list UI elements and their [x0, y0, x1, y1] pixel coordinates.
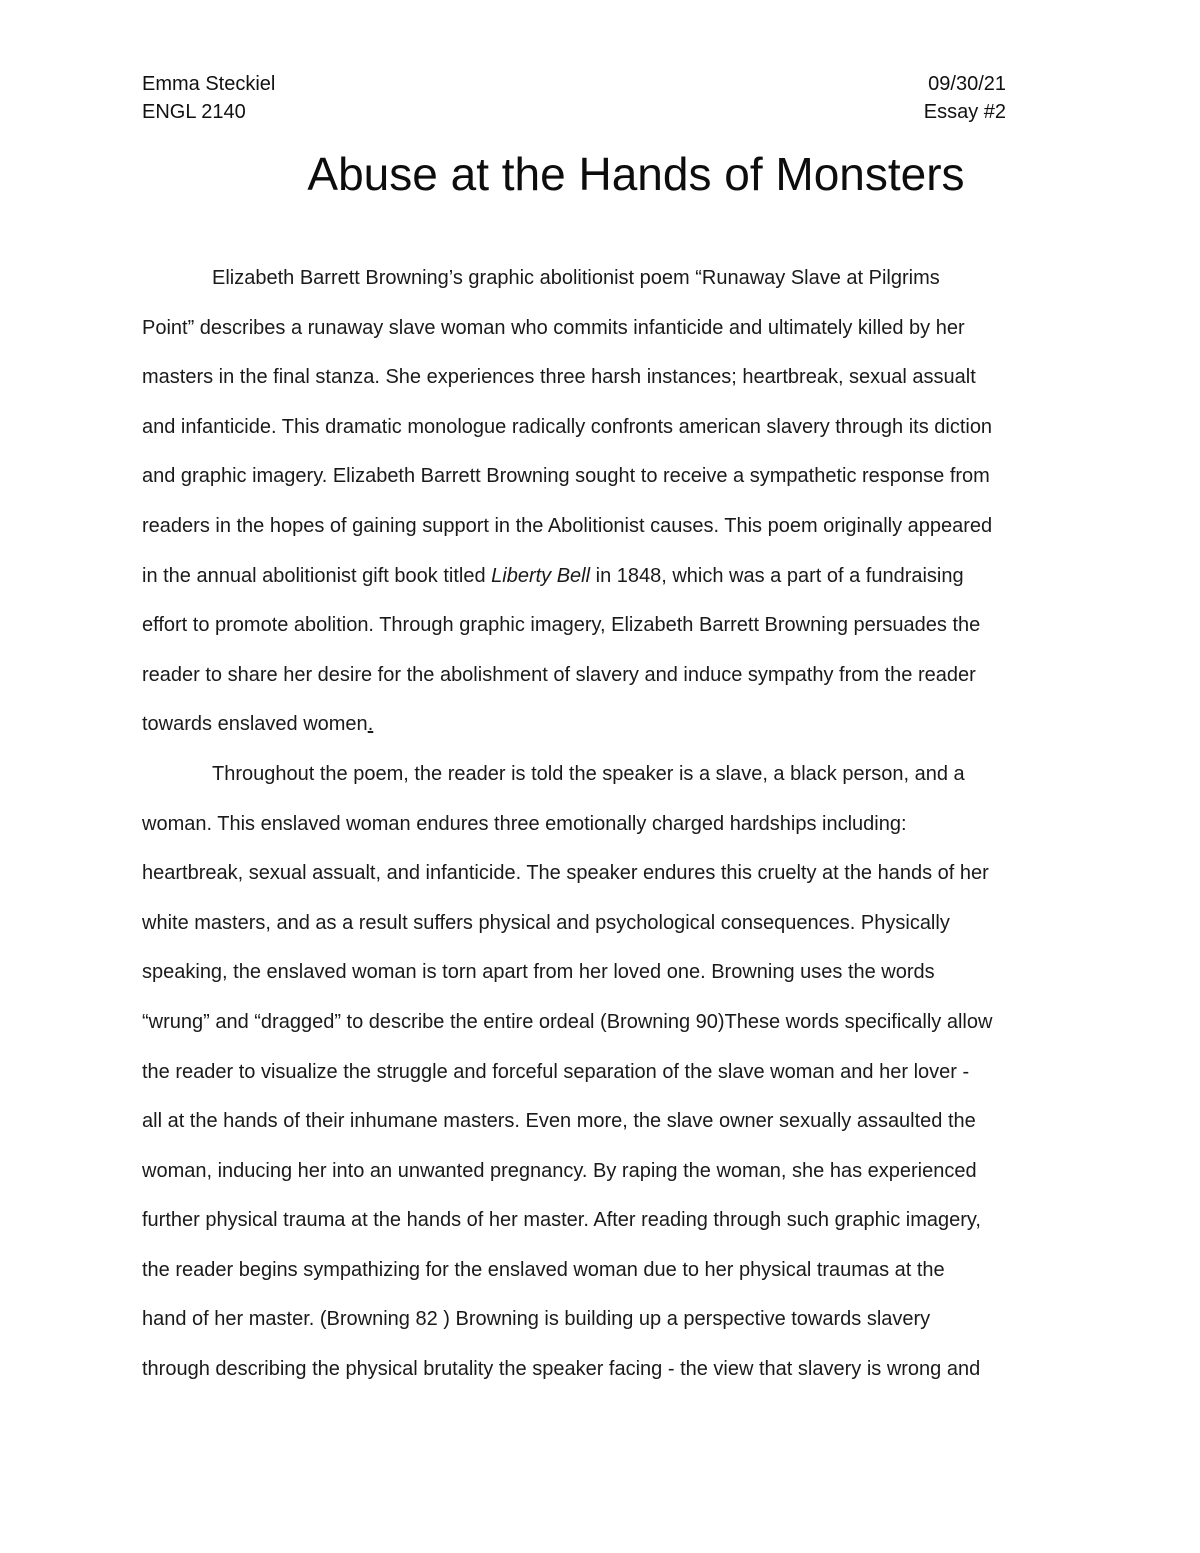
body-line: the reader to visualize the struggle and forceful separation of the slave woman and her lover - [142, 1060, 970, 1083]
book-title-italic: Liberty Bell [491, 564, 591, 587]
course-code: ENGL 2140 [142, 101, 246, 123]
body-line: Throughout the poem, the reader is told the speaker is a slave, a black person, and a [212, 762, 965, 785]
body-text-span: in 1848, which was a part of a fundraising [590, 564, 964, 587]
body-line: effort to promote abolition. Through graphic imagery, Elizabeth Barrett Browning persuades the [142, 614, 981, 637]
body-line: through describing the physical brutality the speaker facing - the view that slavery is wrong and [142, 1358, 981, 1381]
body-line: further physical trauma at the hands of her master. After reading through such graphic imagery, [142, 1209, 981, 1232]
essay-body [142, 254, 1072, 1395]
body-text-span: in the annual abolitionist gift book titled [142, 564, 492, 587]
body-line: reader to share her desire for the abolishment of slavery and induce sympathy from the reader [142, 663, 976, 686]
body-line [142, 552, 1072, 602]
body-line: and graphic imagery. Elizabeth Barrett Browning sought to receive a sympathetic response from [142, 465, 990, 488]
body-line: woman. This enslaved woman endures three emotionally charged hardships including: [142, 812, 907, 835]
underlined-period: . [367, 713, 374, 736]
author-name: Emma Steckiel [142, 73, 276, 95]
body-line: white masters, and as a result suffers physical and psychological consequences. Physically [142, 911, 950, 934]
body-line: the reader begins sympathizing for the enslaved woman due to her physical traumas at the [142, 1258, 945, 1281]
body-line: woman, inducing her into an unwanted pregnancy. By raping the woman, she has experienced [142, 1159, 977, 1182]
body-line: readers in the hopes of gaining support in the Abolitionist causes. This poem originally appeared [142, 514, 993, 537]
body-line: hand of her master. (Browning 82 ) Browning is building up a perspective towards slavery [142, 1308, 931, 1331]
body-text-span: towards enslaved women [142, 713, 368, 736]
body-line: Point” describes a runaway slave woman who commits infanticide and ultimately killed by her [142, 316, 965, 339]
header-row-1 [142, 72, 1006, 96]
essay-date: 09/30/21 [928, 73, 1006, 95]
body-line: heartbreak, sexual assualt, and infanticide. The speaker endures this cruelty at the hands of her [142, 862, 989, 885]
body-line: all at the hands of their inhumane masters. Even more, the slave owner sexually assaulted the [142, 1110, 976, 1133]
body-line [142, 700, 1072, 750]
assignment-label: Essay #2 [923, 101, 1006, 123]
body-line: Elizabeth Barrett Browning’s graphic abolitionist poem “Runaway Slave at Pilgrims [212, 267, 940, 289]
body-line: and infanticide. This dramatic monologue radically confronts american slavery through its diction [142, 415, 993, 438]
body-line: masters in the final stanza. She experiences three harsh instances; heartbreak, sexual assualt [142, 366, 976, 389]
header-row-2 [142, 100, 1006, 124]
body-line: speaking, the enslaved woman is torn apart from her loved one. Browning uses the words [142, 961, 935, 984]
body-line: “wrung” and “dragged” to describe the entire ordeal (Browning 90)These words specifically allow [142, 1010, 993, 1033]
essay-title: Abuse at the Hands of Monsters [307, 148, 965, 200]
